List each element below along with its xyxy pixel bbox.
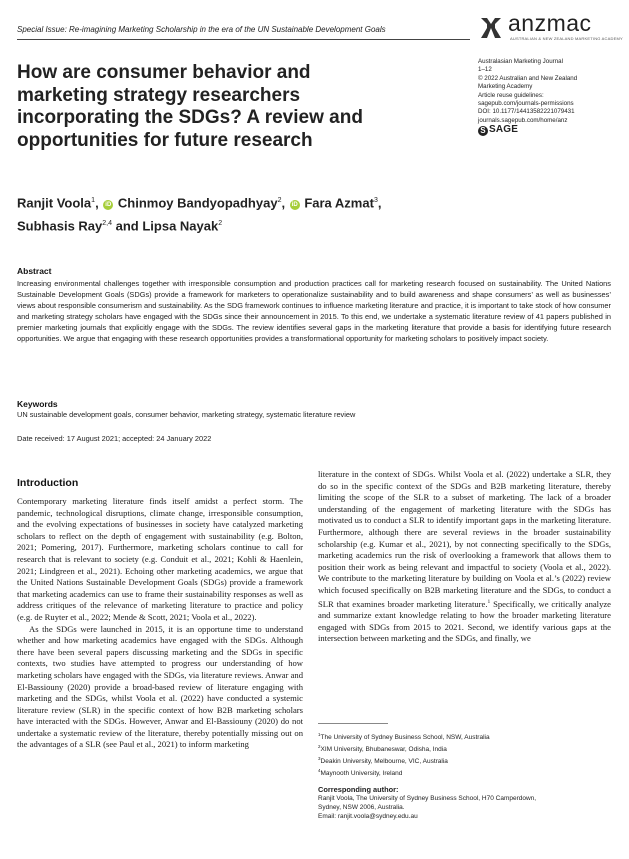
corresponding-author-heading: Corresponding author: <box>318 785 399 795</box>
anzmac-mark-icon <box>478 15 504 41</box>
author-separator: , <box>95 195 103 211</box>
received-accepted-dates: Date received: 17 August 2021; accepted: 24 January 2022 <box>17 434 212 443</box>
orcid-icon[interactable]: iD <box>105 202 112 209</box>
intro-paragraph-2: As the SDGs were launched in 2015, it is an opportune time to understand whether and how marketing academics have engaged with the SDGs. Although there have been several papers discussing marketing and the SDGs in specific contexts, two studies have attempted to progress our understanding of how marketing scholars have engaged with the SDGs, via literature reviews. Anwar and El-Bassiouny (2020) provide a broad-based review of literature engaging with marketing and the SDGs, whilst Voola et al. (2022) have conducted a systemic literature review (SLR) in the specific context of how B2B marketing scholars have interacted with the SDGs. However, Anwar and El-Bassiouny (2020) do not undertake a systematic review of the literature, thereby potentially missing out on the advantages of a SLR (see Paul et al., 2021) to inform marketing <box>17 623 303 750</box>
corresponding-author-email[interactable]: Email: ranjit.voola@sydney.edu.au <box>318 812 418 820</box>
affiliation-text: XIM University, Bhubaneswar, Odisha, India <box>320 746 447 754</box>
author-affiliation-mark: 2,4 <box>102 219 112 227</box>
affiliation <box>318 767 611 779</box>
affiliation-mark: 4 <box>318 768 321 774</box>
affiliation-mark: 3 <box>318 756 321 762</box>
keywords-text: UN sustainable development goals, consumer behavior, marketing strategy, systematic literature review <box>17 410 356 419</box>
author-affiliation-mark: 2 <box>218 219 223 227</box>
paragraph-text: Specifically, we critically analyze and summarize extant knowledge relating to how the broader marketing literature engaged with SDGs from 2015 to 2021. Second, we identify various gaps at the intersection between marketing and the SDGs, and finally, we <box>318 598 611 644</box>
abstract-text: Increasing environmental challenges together with irresponsible consumption and production practices call for marketing research focused on sustainability. The United Nations Sustainable Development Goals (SDGs) provide a framework for marketers to operationalize sustainability and to build awareness and shape consumers’ as well as businesses’ views about responsible consumerism and sustainability. As the SDG framework continues to influence marketing literature and practice, it is important to take stock of how consumer and marketing strategy scholars have engaged with the SDGs since their announcement in 2015. To this end, we undertake a systematic literature review of 41 papers published in premier marketing journals that explicitly engage with the SDGs. The review identifies several gaps in the marketing literature that provide a basis for identifying future research opportunities. We argue that engaging with these research opportunities provides a transformational opportunity for marketing scholars to positively impact society. <box>17 279 611 344</box>
affiliation <box>318 755 611 767</box>
academy: Marketing Academy <box>478 83 533 91</box>
header-rule <box>17 39 470 40</box>
anzmac-logo <box>478 10 623 46</box>
copyright: © 2022 Australian and New Zealand <box>478 74 578 82</box>
right-column <box>318 469 611 645</box>
affiliation-text: Deakin University, Melbourne, VIC, Australia <box>320 758 448 766</box>
footnotes <box>318 731 611 822</box>
footnote-marker[interactable]: 1 <box>487 598 491 605</box>
author-separator: , <box>377 195 382 211</box>
affiliation-text: Maynooth University, Ireland <box>320 770 403 778</box>
special-issue-label: Special Issue: Re-imagining Marketing Scholarship in the era of the UN Sustainable Development Goals <box>17 25 386 34</box>
page-range: 1–12 <box>478 66 492 74</box>
reuse-label: Article reuse guidelines: <box>478 91 544 99</box>
permissions-link[interactable]: sagepub.com/journals-permissions <box>478 100 574 108</box>
sage-logo <box>478 126 623 136</box>
affiliation-mark: 2 <box>318 744 321 750</box>
intro-paragraph-continued <box>318 469 611 645</box>
logo-wordmark: anzmac <box>508 10 592 36</box>
article-title: How are consumer behavior and marketing strategy researchers incorporating the SDGs? A review and opportunities for future research <box>17 62 363 151</box>
author-affiliation-mark: 3 <box>373 197 378 204</box>
affiliation-text: The University of Sydney Business School, NSW, Australia <box>320 734 490 742</box>
author-affiliation-mark: 1 <box>91 197 96 204</box>
corresponding-author-address: Sydney, NSW 2006, Australia. <box>318 804 405 812</box>
author-name: Lipsa Nayak <box>142 218 219 234</box>
author-name: Subhasis Ray <box>17 218 103 234</box>
affiliation <box>318 743 611 755</box>
keywords-heading: Keywords <box>17 399 58 409</box>
logo-subtitle: AUSTRALIAN & NEW ZEALAND MARKETING ACADEMY <box>510 36 623 41</box>
author-affiliation-mark: 2 <box>277 197 282 204</box>
author-name: Chinmoy Bandyopadhyay <box>117 195 278 211</box>
doi-link[interactable]: DOI: 10.1177/14413582221079431 <box>478 108 575 116</box>
footnote-rule <box>318 723 388 724</box>
introduction-heading: Introduction <box>17 477 79 489</box>
orcid-icon[interactable]: iD <box>291 202 298 209</box>
abstract-heading: Abstract <box>17 266 52 276</box>
author-separator: and <box>112 218 143 234</box>
author-separator: , <box>281 195 289 211</box>
affiliation <box>318 731 611 743</box>
sage-wordmark: SAGE <box>489 124 519 136</box>
corresponding-author-line: Ranjit Voola, The University of Sydney Business School, H70 Camperdown, <box>318 795 537 803</box>
author-list <box>17 191 447 237</box>
affiliation-mark: 1 <box>318 732 321 737</box>
intro-paragraph-1: Contemporary marketing literature finds itself amidst a perfect storm. The pandemic, technological disruptions, climate change, irresponsible consumption, and the evolving expectations of businesses in society have catalyzed marketing scholars to reflect on the depth of engagement with sustainability (e.g. Bolton, 2021; Pomering, 2017). Furthermore, marketing scholars continue to call for research that is relevant to society (e.g. Conduit et al., 2021; Kohli & Haenlein, 2021; Lindgreen et al., 2021). Echoing other marketing academics, we argue that the United Nations Sustainable Development Goals (SDGs) provide a framework that marketing academics can use to frame their sustainability responses as well as address critiques of the relevance of marketing literature to practice and policy (e.g. de Ruyter et al., 2022; Mende & Scott, 2021; Voola et al., 2022). <box>17 496 303 622</box>
journal-meta <box>478 58 623 136</box>
paragraph-text: literature in the context of SDGs. Whilst Voola et al. (2022) undertake a SLR, they do so in the specific context of the SDGs and B2B marketing literature, thereby limiting the scope of the SLR to a subset of marketing. The lack of a broader understanding of the engagement of marketing literature with the SDGs has motivated us to conduct a SLR to identify important gaps in the marketing literature. Furthermore, although there are several reviews in the broader sustainability scholarship (e.g. Kumar et al., 2021), by not connecting specifically to the SDGs, marketing academics run the risk of overlooking a framework that allows them to position their work as being relevant and impactful to society (Voola et al., 2022). We contribute to the marketing literature by building on Voola et al.’s (2022) review which focused specifically on B2B marketing literature and the SDGs, to conduct a SLR that examines broader marketing literature. <box>318 469 611 609</box>
sage-mark-icon: S <box>478 126 488 136</box>
journal-name: Australasian Marketing Journal <box>478 58 563 65</box>
author-name: Ranjit Voola <box>17 195 92 211</box>
author-name: Fara Azmat <box>304 195 374 211</box>
journal-home-link[interactable]: journals.sagepub.com/home/anz <box>478 116 568 124</box>
left-column <box>17 496 303 751</box>
